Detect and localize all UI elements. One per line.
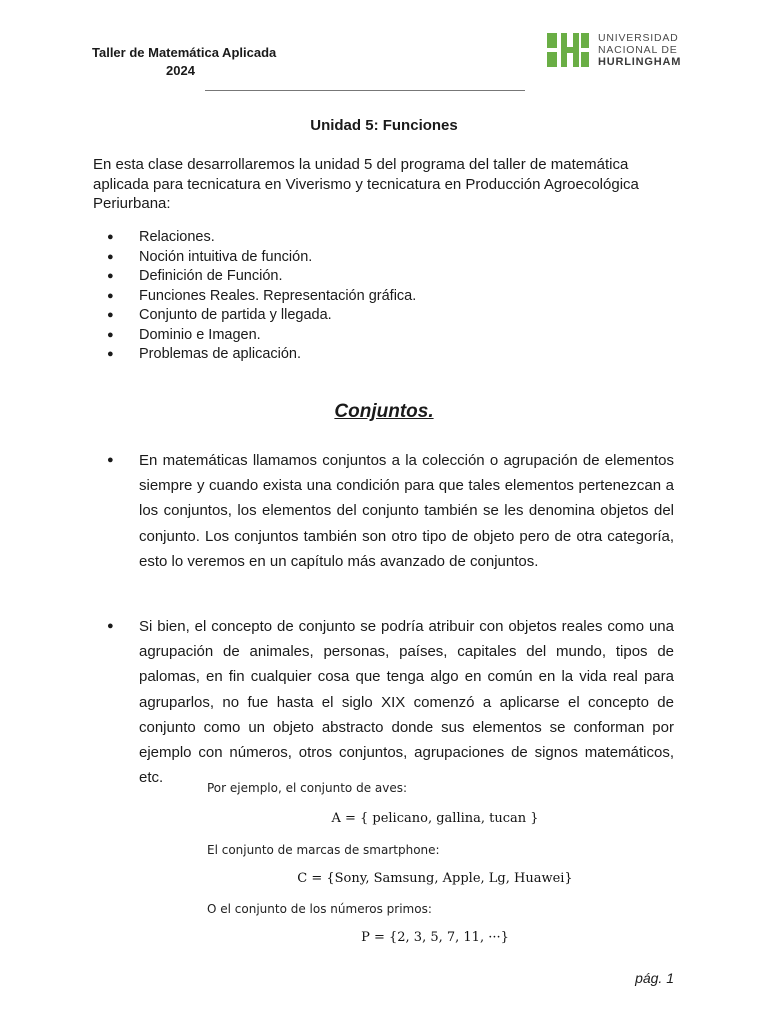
example-formula: C = {Sony, Samsung, Apple, Lg, Huawei} xyxy=(297,871,573,886)
section-title: Conjuntos. xyxy=(334,401,434,422)
example-label: Por ejemplo, el conjunto de aves: xyxy=(207,781,408,795)
page-number: pág. 1 xyxy=(635,970,674,986)
list-item: ● Noción intuitiva de función. xyxy=(93,248,416,268)
university-logo xyxy=(547,32,697,72)
list-item: ● Conjunto de partida y llegada. xyxy=(93,306,416,326)
bullet-icon: ● xyxy=(107,231,114,243)
list-item: ● Funciones Reales. Representación gráfica. xyxy=(93,287,416,307)
paragraph-text: Si bien, el concepto de conjunto se podría atribuir con objetos reales como una agrupación de animales, personas, países, capitales del mundo, tipos de palomas, en fin cualquier cosa que tenga algo en común en la vida real para agruparlos, no fue hasta el siglo XIX comenzó a aplicarse el concepto de conjunto como un objeto abstracto donde sus elementos se conforman por ejemplo con números, otros conjuntos, agrupaciones de signos matemáticos, etc. xyxy=(139,618,674,787)
list-item: ● Dominio e Imagen. xyxy=(93,326,416,346)
header-divider xyxy=(205,90,525,91)
list-item: ● Problemas de aplicación. xyxy=(93,345,416,365)
intro-paragraph: En esta clase desarrollaremos la unidad 5 del programa del taller de matemática aplicada para tecnicatura en Viverismo y tecnicatura en Producción Agroecológica Periurbana: xyxy=(93,156,639,212)
bullet-icon: ● xyxy=(107,309,114,321)
logo-line-2: NACIONAL DE xyxy=(598,44,678,56)
topics-list xyxy=(93,228,416,365)
unit-title: Unidad 5: Funciones xyxy=(310,117,458,134)
bullet-icon: ● xyxy=(107,250,114,263)
header-year: 2024 xyxy=(166,63,195,78)
example-formula: P = {2, 3, 5, 7, 11, ···} xyxy=(361,930,509,945)
example-label: O el conjunto de los números primos: xyxy=(207,902,432,916)
paragraph-text: En matemáticas llamamos conjuntos a la colección o agrupación de elementos siempre y cuando exista una condición para que tales elementos pertenezcan a los conjuntos, los elementos del conjunto también se les denomina objetos del conjunto. Los conjuntos también son otro tipo de objeto pero de otra categoría, esto lo veremos en un capítulo más avanzado de conjuntos. xyxy=(139,452,674,570)
logo-line-3: HURLINGHAM xyxy=(598,56,682,68)
logo-line-1: UNIVERSIDAD xyxy=(598,32,679,44)
bullet-icon: ● xyxy=(107,328,114,341)
list-item: ● Relaciones. xyxy=(93,228,416,248)
logo-mark-icon xyxy=(547,33,589,68)
bullet-icon: ● xyxy=(107,454,114,466)
example-formula: A = { pelicano, gallina, tucan } xyxy=(331,811,539,826)
paragraph-conjuntos-history xyxy=(93,614,674,790)
bullet-icon: ● xyxy=(107,348,114,360)
bullet-icon: ● xyxy=(107,620,114,632)
list-item: ● Definición de Función. xyxy=(93,267,416,287)
paragraph-conjuntos-definition xyxy=(93,448,674,574)
header-title: Taller de Matemática Aplicada xyxy=(92,45,277,60)
example-label: El conjunto de marcas de smartphone: xyxy=(207,843,440,857)
bullet-icon: ● xyxy=(107,289,114,302)
logo-wordmark xyxy=(598,32,681,68)
bullet-icon: ● xyxy=(107,270,114,282)
